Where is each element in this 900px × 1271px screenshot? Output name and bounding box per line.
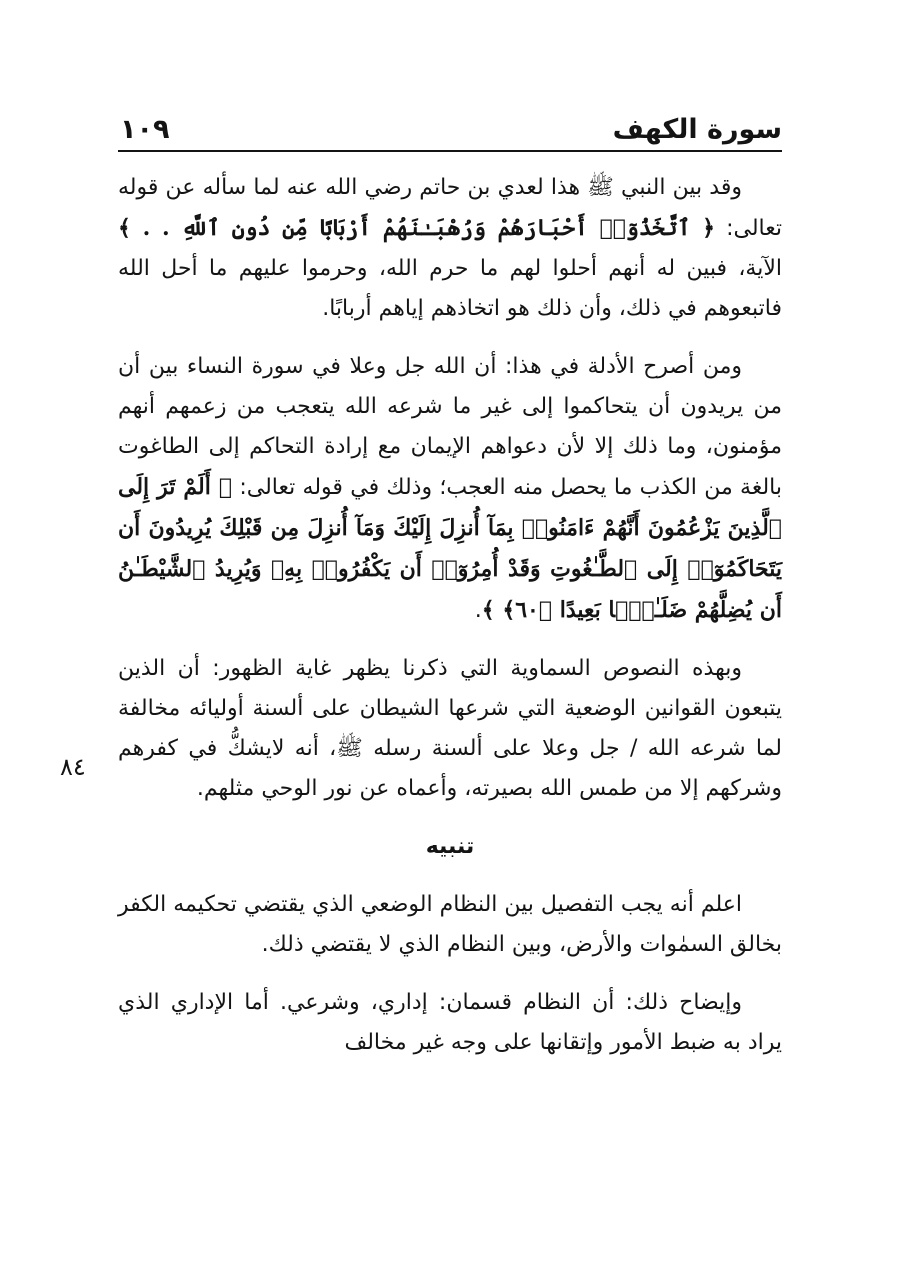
paragraph-4: اعلم أنه يجب التفصيل بين النظام الوضعي الذي يقتضي تحكيمه الكفر بخالق السمٰوات والأرض، وبين النظام الذي لا يقتضي ذلك. [118, 892, 782, 957]
paragraph-1 [118, 168, 782, 329]
chapter-title: سورة الكهف [612, 114, 782, 145]
quran-verse-2: ﴿ أَلَمْ تَرَ إِلَى ٱلَّذِينَ يَزْعُمُونَ أَنَّهُمْ ءَامَنُوا۟ بِمَآ أُنزِلَ إِلَيْكَ وَمَآ أُنزِلَ مِن قَبْلِكَ يُرِيدُونَ أَن يَتَحَاكَمُوٓا۟ إِلَى ٱلطَّـٰغُوتِ وَقَدْ أُمِرُوٓا۟ أَن يَكْفُرُوا۟ بِهِۦ وَيُرِيدُ ٱلشَّيْطَـٰنُ أَن يُضِلَّهُمْ ضَلَـٰلًۢا بَعِيدًا ﴿٦٠﴾ ﴾ [118, 474, 782, 623]
section-heading: تنبيه [425, 834, 475, 859]
page-header [118, 110, 782, 150]
paragraph-2-text-after: . [474, 598, 482, 623]
paragraph-1-text-after: الآية، فبين له أنهم أحلوا لهم ما حرم الله، وحرموا عليهم ما أحل الله فاتبعوهم في ذلك، وأن ذلك هو اتخاذهم إياهم أربابًا. [118, 256, 782, 321]
margin-page-reference: ٨٤ [60, 753, 86, 781]
paragraph-2 [118, 347, 782, 631]
paragraph-5: وإيضاح ذلك: أن النظام قسمان: إداري، وشرعي. أما الإداري الذي يراد به ضبط الأمور وإتقانها على وجه غير مخالف [118, 990, 782, 1055]
header-divider [118, 150, 782, 152]
quran-verse-1: ﴿ ٱتَّخَذُوٓا۟ أَحْبَارَهُمْ وَرُهْبَـٰنَهُمْ أَرْبَابًا مِّن دُونِ ٱللَّهِ . . ﴾ [118, 215, 716, 241]
paragraph-3: وبهذه النصوص السماوية التي ذكرنا يظهر غاية الظهور: أن الذين يتبعون القوانين الوضعية التي شرعها الشيطان على ألسنة أوليائه مخالفة لما شرعه الله / جل وعلا على ألسنة رسله ﷺ، أنه لايشكُّ في كفرهم وشركهم إلا من طمس الله بصيرته، وأعماه عن نور الوحي مثلهم. [118, 656, 782, 801]
page-number: ١٠٩ [120, 114, 170, 145]
page-body [118, 168, 782, 1081]
paragraph-1-text-before: وقد بين النبي ﷺ هذا لعدي بن حاتم رضي الله عنه لما سأله عن قوله تعالى: [118, 175, 782, 241]
paragraph-2-text-before: ومن أصرح الأدلة في هذا: أن الله جل وعلا في سورة النساء بين أن من يريدون أن يتحاكموا إلى غير ما شرعه الله يتعجب من زعمهم أنهم مؤمنون، وما ذلك إلا لأن دعواهم الإيمان مع إرادة التحاكم إلى الطاغوت بالغة من الكذب ما يحصل منه العجب؛ وذلك في قوله تعالى: [118, 354, 782, 500]
